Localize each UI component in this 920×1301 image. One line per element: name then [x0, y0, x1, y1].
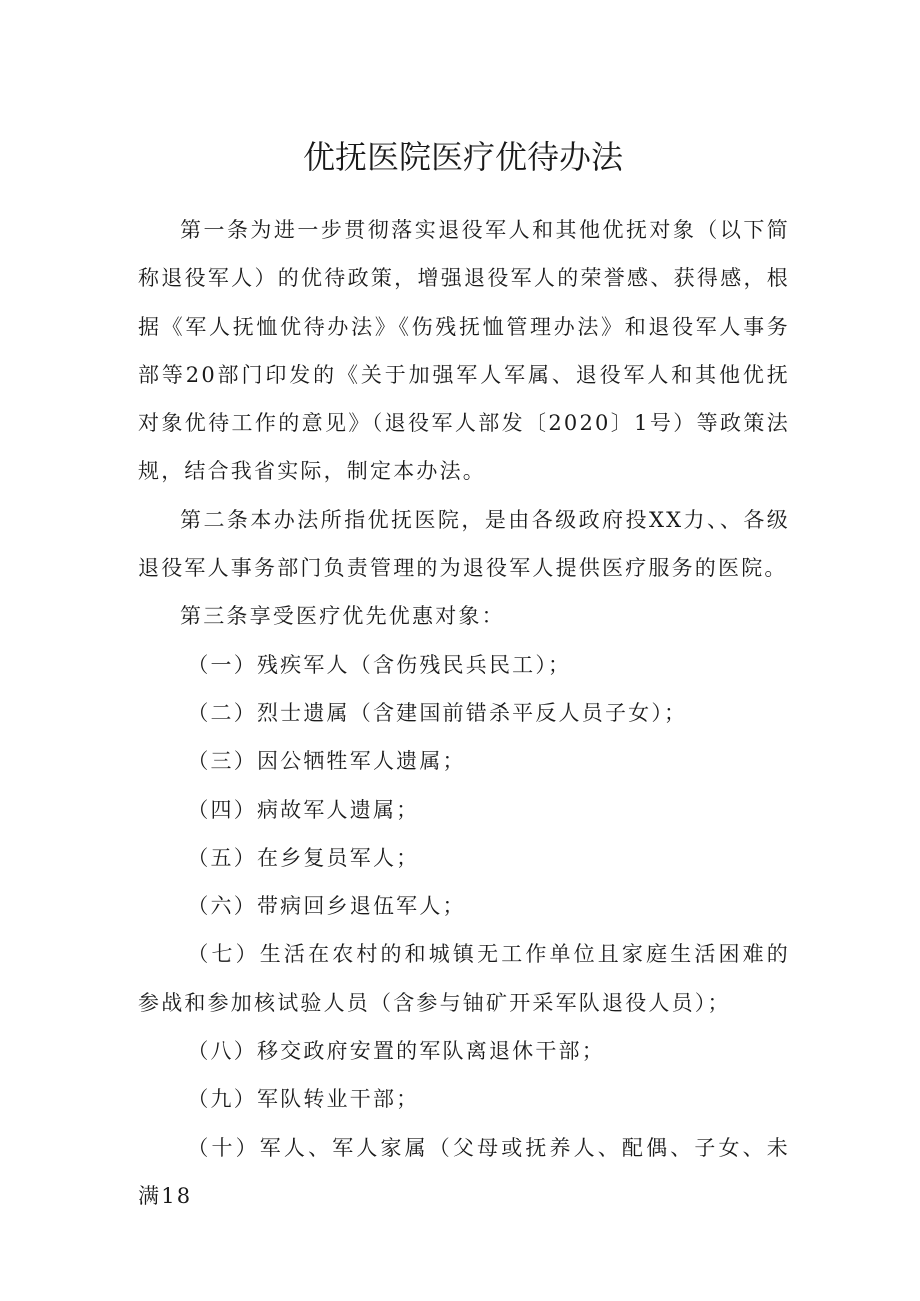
list-item-3: （三）因公牺牲军人遗属； — [187, 749, 466, 774]
list-item-8: （八）移交政府安置的军队离退休干部； — [187, 1039, 605, 1064]
list-item-10: （十）军人、军人家属（父母或抚养人、配偶、子女、未满18 — [138, 1135, 790, 1208]
article-1-paragraph: 第一条为进一步贯彻落实退役军人和其他优抚对象（以下简称退役军人）的优待政策，增强退役军人的荣誉感、获得感，根据《军人抚恤优待办法》《伤残抚恤管理办法》和退役军人事务部等20部门印发的《关于加强军人军属、退役军人和其他优抚对象优待工作的意见》（退役军人部发〔2020〕1号）等政策法规，结合我省实际，制定本办法。 — [138, 218, 790, 484]
list-item-5: （五）在乡复员军人； — [187, 845, 420, 870]
list-item-7: （七）生活在农村的和城镇无工作单位且家庭生活困难的参战和参加核试验人员（含参与铀矿开采军队退役人员）； — [138, 942, 790, 1015]
document-body — [138, 206, 790, 1220]
list-item-6: （六）带病回乡退伍军人； — [187, 894, 466, 919]
list-item-4: （四）病故军人遗属； — [187, 797, 420, 822]
list-item-2: （二）烈士遗属（含建国前错杀平反人员子女）； — [187, 700, 688, 725]
list-item-9: （九）军队转业干部； — [187, 1087, 420, 1112]
list-item-1: （一）残疾军人（含伤残民兵民工）； — [187, 652, 572, 677]
article-3-paragraph: 第三条享受医疗优先优惠对象： — [180, 604, 505, 629]
document-title: 优抚医院医疗优待办法 — [302, 138, 623, 177]
article-2-paragraph: 第二条本办法所指优抚医院，是由各级政府投XX力、、各级退役军人事务部门负责管理的为退役军人提供医疗服务的医院。 — [138, 507, 790, 581]
